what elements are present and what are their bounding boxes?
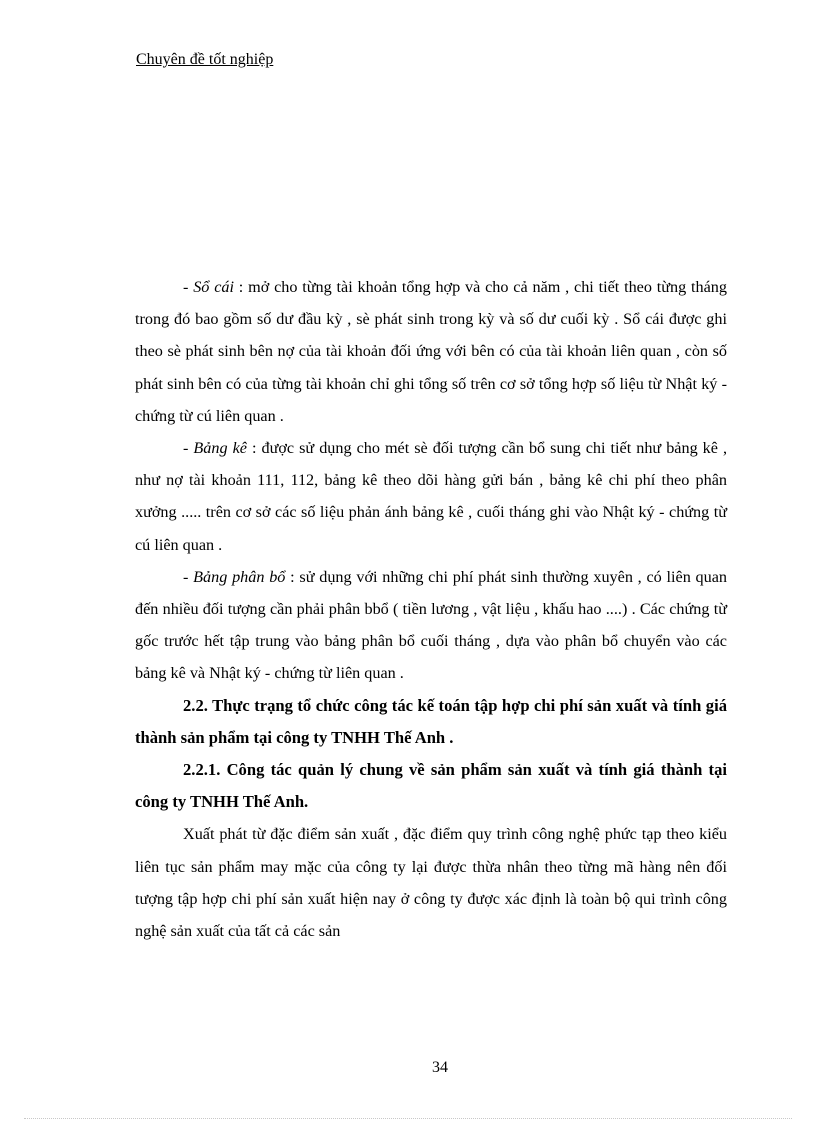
paragraph-so-cai bbox=[135, 271, 727, 432]
page-bottom-divider bbox=[24, 1118, 792, 1119]
paragraph-text: : sử dụng với những chi phí phát sinh thường xuyên , có liên quan đến nhiều đối tượng cần phải phân bbổ ( tiền lương , vật liệu , khấu hao ....) . Các chứng từ gốc trước hết tập trung vào bảng phân bổ cuối tháng , dựa vào phân bổ chuyển vào các bảng kê và Nhật ký - chứng từ liên quan . bbox=[135, 567, 728, 683]
bullet-dash: - bbox=[183, 439, 194, 458]
paragraph-bang-ke bbox=[135, 432, 727, 561]
paragraph-bang-phan-bo bbox=[135, 561, 727, 690]
section-heading-2-2: 2.2. Thực trạng tổ chức công tác kế toán tập hợp chi phí sản xuất và tính giá thành sản phẩm tại công ty TNHH Thế Anh . bbox=[135, 695, 727, 747]
document-header: Chuyên đề tốt nghiệp bbox=[136, 51, 274, 68]
paragraph-xuat-phat: Xuất phát từ đặc điểm sản xuất , đặc điểm quy trình công nghệ phức tạp theo kiểu liên tục sản phẩm may mặc của công ty lại được thừa nhân theo từng mã hàng nên đối tượng tập hợp chi phí sản xuất hiện nay ở công ty được xác định là toàn bộ qui trình công nghệ sản xuất của tất cả các sản bbox=[135, 825, 727, 941]
bullet-dash: - bbox=[183, 567, 194, 586]
bullet-dash: - bbox=[183, 278, 194, 296]
term-bang-ke: Bảng kê bbox=[193, 439, 247, 458]
term-bang-phan-bo: Bảng phân bổ bbox=[193, 567, 286, 586]
paragraph-text: : được sử dụng cho mét sè đối tượng cần bổ sung chi tiết như bảng kê , như nợ tài khoản 111, 112, bảng kê theo dõi hàng gửi bán , bảng kê chi phí theo phân xưởng ..... trên cơ sở các số liệu phản ánh bảng kê , cuối tháng ghi vào Nhật ký - chứng từ cú liên quan . bbox=[135, 439, 728, 554]
document-body bbox=[135, 271, 727, 947]
term-so-cai: Sổ cái bbox=[193, 278, 234, 296]
paragraph-text: : mở cho từng tài khoản tổng hợp và cho cả năm , chi tiết theo từng tháng trong đó bao gồm số dư đầu kỳ , sè phát sinh trong kỳ và số dư cuối kỳ . Sổ cái được ghi theo sè phát sinh bên nợ của tài khoản đối ứng với bên có của tài khoản liên quan , còn số phát sinh bên có của từng tài khoản chỉ ghi tổng số trên cơ sở tổng hợp số liệu từ Nhật ký - chứng từ cú liên quan . bbox=[135, 278, 727, 425]
page-number: 34 bbox=[432, 1059, 448, 1076]
section-heading-2-2-1: 2.2.1. Công tác quản lý chung về sản phẩm sản xuất và tính giá thành tại công ty TNHH Thế Anh. bbox=[135, 760, 727, 812]
